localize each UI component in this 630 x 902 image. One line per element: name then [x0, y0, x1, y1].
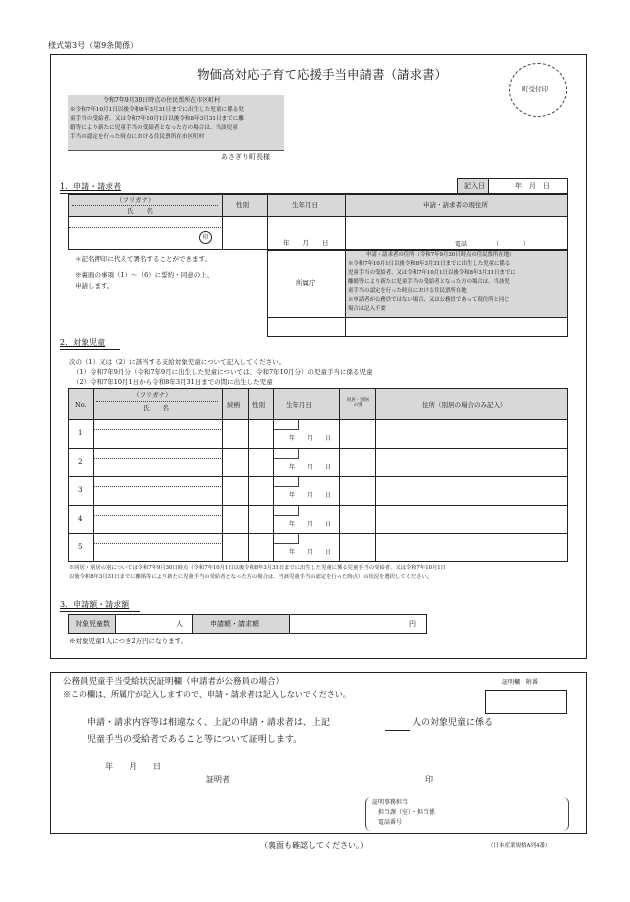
amount-label: 申請額・請求額	[210, 620, 259, 628]
child-era-box[interactable]	[274, 506, 299, 516]
child-row-number: 1	[78, 429, 83, 437]
applicant-birthdate-value: 年 月 日	[283, 239, 329, 247]
children-col	[339, 388, 340, 562]
count-label: 対象児童数	[75, 620, 110, 628]
applicant-name-header: 氏 名	[127, 207, 153, 215]
section2-heading: 2．対象児童	[60, 338, 106, 347]
applicant-address-header: 申請・請求者の現住所	[423, 201, 488, 209]
applicant-col	[267, 194, 268, 250]
child-furigana-field[interactable]	[94, 449, 221, 459]
child-era-box[interactable]	[274, 449, 299, 459]
section2-note: 以後令和8年3月31日までに離婚等により新たに児童手当の受給者となった方の場合は、当該児童手当の認定を行った時点）の状況を選択してください。	[69, 574, 433, 580]
contact-line: 電話番号	[378, 819, 403, 826]
entry-date-value: 年 月 日	[515, 182, 550, 190]
child-address-field[interactable]	[376, 449, 567, 476]
address-note: ※申請者が公務員ではない場合、又は公務員であって現住所と同じ	[348, 297, 510, 303]
section3-note: ※対象児童1人につき2万円になります。	[69, 637, 188, 645]
applicant-gender-header: 性別	[236, 201, 249, 209]
col-gender: 性別	[252, 401, 265, 409]
section3-rule	[60, 611, 140, 612]
certifier-seal: 印	[425, 775, 433, 784]
child-row-number: 3	[78, 486, 83, 494]
addressee-line: 婚等により新たに児童手当の受給者となった方の場合は、当該児童	[70, 125, 238, 131]
address-note: 離婚等により新たに児童手当の受給者となった方の場合は、当該児	[348, 279, 510, 285]
page-title: 物価高対応子育て応援手当申請書（請求書）	[197, 67, 448, 82]
children-col	[222, 388, 223, 562]
child-row-number: 2	[78, 458, 83, 466]
certifier-label: 証明者	[206, 775, 230, 784]
section2-intro: （1）令和7年9月分（令和7年9月に出生した児童については、令和7年10月分）の児童手当に係る児童	[73, 368, 373, 376]
col-no: No.	[75, 401, 87, 409]
child-address-field[interactable]	[376, 506, 567, 533]
child-address-field[interactable]	[376, 420, 567, 447]
col-furigana-divider	[96, 401, 218, 402]
addressee-line: ※令和7年10月1日以後令和8年3月31日までに出生した児童に係る児	[70, 107, 244, 113]
affiliation-address-field[interactable]	[346, 318, 567, 336]
applicant-birthdate-header: 生年月日	[292, 201, 318, 209]
addressee-line: 手当の認定を行った時点における住民票所在市区町村	[70, 134, 205, 140]
addressee-heading: 令和7年9月30日時点の住民票所在市区町村	[103, 97, 221, 104]
child-era-box[interactable]	[274, 420, 299, 430]
col-name: 氏 名	[143, 404, 169, 412]
child-row-number: 5	[78, 543, 83, 551]
child-furigana-field[interactable]	[94, 506, 221, 516]
certificate-date: 年 月 日	[105, 762, 161, 771]
certificate-body: 人の対象児童に係る	[412, 718, 494, 728]
pledge-line: 申請します。	[75, 282, 114, 290]
children-col	[248, 388, 249, 562]
child-name-field[interactable]	[94, 487, 221, 504]
affiliation-label: 所属庁	[296, 279, 316, 287]
seal-note: ＊記名押印に代えて署名することができます。	[75, 255, 211, 263]
col-address: 住所（別居の場合のみ記入）	[422, 401, 507, 409]
section2-rule	[60, 349, 120, 350]
child-furigana-field[interactable]	[94, 534, 221, 544]
address-note: ※令和7年10月1日以後令和8年3月31日までに出生した児童に係る	[348, 261, 511, 267]
section2-intro: 次の（1）又は（2）に該当する支給対象児童について記入してください。	[69, 358, 286, 366]
child-row-number: 4	[78, 515, 83, 523]
certificate-body: 児童手当の受給者であること等について証明します。	[87, 735, 303, 745]
applicant-furigana-header: （フリガナ）	[116, 196, 155, 204]
affiliation-field[interactable]	[268, 318, 345, 336]
form-number: 様式第3号（第9条関係）	[48, 41, 139, 50]
child-address-field[interactable]	[376, 477, 567, 504]
child-name-field[interactable]	[94, 516, 221, 533]
col-relation: 続柄	[227, 401, 240, 409]
child-birthdate: 年 月 日	[289, 549, 332, 556]
section3-heading: 3．申請額・請求額	[60, 600, 130, 609]
col-cohab: 同居・別居の別	[347, 398, 369, 409]
count-field[interactable]	[116, 615, 176, 633]
applicant-furigana-field[interactable]	[69, 217, 221, 228]
applicant-gender-field[interactable]	[223, 217, 266, 249]
child-name-field[interactable]	[94, 459, 221, 476]
child-furigana-field[interactable]	[94, 420, 221, 430]
address-note: 申請・請求者の住所（令和7年9月30日時点の住民票所在地）	[366, 252, 515, 258]
pledge-line: ※裏面の事項（1）～（6）に誓約・同意の上、	[75, 271, 214, 279]
child-birthdate: 年 月 日	[289, 521, 332, 528]
certificate-count-field[interactable]	[385, 719, 410, 731]
address-note: 児童手当の受給者、又は令和7年10月1日以後令和8年3月31日までに	[348, 270, 516, 276]
certificate-note: ※この欄は、所属庁が記入しますので、申請・請求者は記入しないでください。	[63, 690, 351, 699]
reception-stamp-label: 町受付印	[522, 85, 548, 93]
addressee-line: 童手当の受給者、又は令和7年10月1日以後令和8年3月31日までに離	[70, 116, 244, 122]
address-note: 童手当の認定を行った時点における住民票所在地	[348, 288, 467, 294]
col-furigana: （フリガナ）	[133, 391, 172, 399]
child-era-box[interactable]	[274, 534, 299, 544]
applicant-furigana-divider	[72, 205, 218, 206]
amount-col	[192, 614, 193, 634]
back-note: （裏面も確認してください。）	[260, 841, 368, 850]
child-furigana-field[interactable]	[94, 477, 221, 487]
certificate-title: 公務員児童手当受給状況証明欄（申請者が公務員の場合）	[63, 677, 285, 687]
child-birthdate: 年 月 日	[289, 464, 332, 471]
count-unit: 人	[176, 620, 183, 628]
section2-intro: （2）令和7年10月1日から令和8年3月31日までの間に出生した児童	[73, 378, 273, 386]
address-note: 場合は記入不要	[348, 306, 386, 312]
child-era-box[interactable]	[274, 477, 299, 487]
amount-field[interactable]	[290, 615, 408, 633]
child-birthdate: 年 月 日	[289, 492, 332, 499]
child-birthdate: 年 月 日	[289, 435, 332, 442]
contact-line: 証明事務担当	[372, 799, 409, 806]
child-name-field[interactable]	[94, 430, 221, 447]
section1-heading: 1．申請・請求者	[60, 182, 122, 191]
entry-date-label: 記入日	[464, 182, 485, 190]
certificate-number-label: 証明欄 附番	[502, 679, 539, 686]
section2-note: ※同居・別居の別については令和7年9月30日時点（令和7年10月1日以後令和8年3月31日までに出生した児童に係る児童手当の受給者、又は令和7年10月1日	[69, 565, 446, 571]
contact-line: 担当課（室）・担当係	[378, 809, 436, 816]
amount-unit: 円	[409, 620, 416, 628]
phone-label: 電話	[455, 241, 468, 248]
child-name-field[interactable]	[94, 544, 221, 561]
certificate-number-field[interactable]	[485, 690, 567, 714]
certificate-body: 申請・請求内容等は相違なく、上記の申請・請求者は、上記	[87, 718, 330, 728]
addressee-mayor: あさぎり町長様	[221, 153, 270, 161]
col-birthdate: 生年月日	[286, 401, 312, 409]
seal-mark: 印	[199, 231, 212, 244]
paper-size: （日本産業規格A列4番）	[488, 843, 551, 849]
phone-paren: （ ）	[493, 241, 530, 248]
child-address-field[interactable]	[376, 534, 567, 561]
